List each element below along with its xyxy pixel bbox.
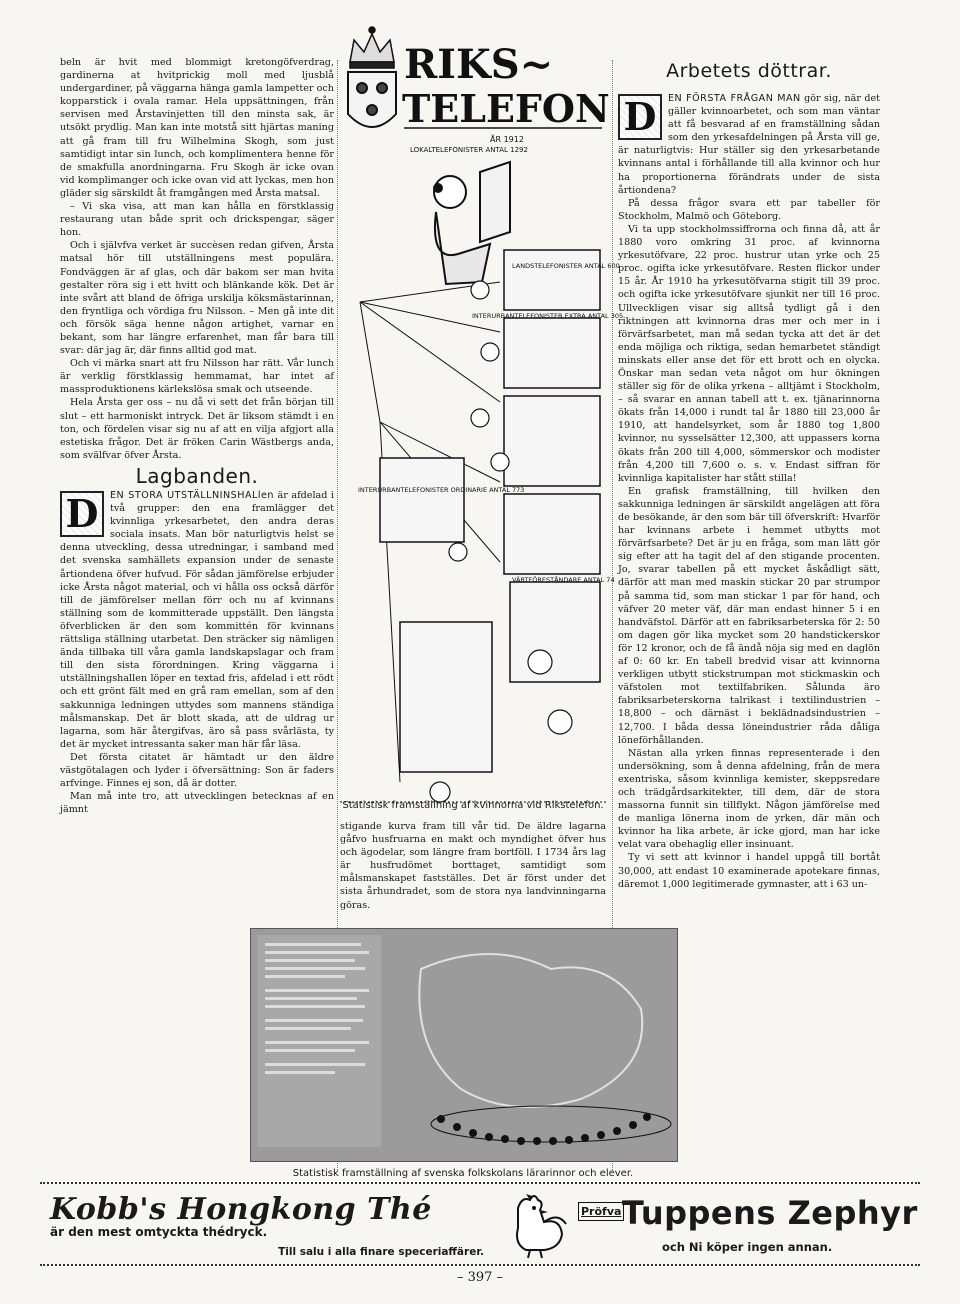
paragraph: är afdelad i två grupper: den ena framlägger det kvinnliga yrkesarbetet, den andra deras sociala insats. Man bör naturligtvis helst se denna utveckling, dessa utredningar, i samband med det svenska samhällets expansion under de senaste årtiondena öfver hufvud. För sådan jämförelse erbjuder icke Årsta något material, och vi hålla oss också därför till de jämförelser mellan förr och nu af kvinnans ställning som de kommitterade uppställt. Den längsta öfverblicken är den som kommittén för kvinnans rättsliga ställning utarbetat. Den sträcker sig nämligen ända tillbaka till våra gamla landskapslagar och fram till den sista förordningen. Kring väggarna i utställningshallen löper en textad fris, afdelad i ett rödt och ett grönt fält med en grå ram emellan, som af den sakkunniga ledningen uttydes som mannens ständiga målsmanskap. Det är blott skada, att de uldrag ur lagarna, som här återgifvas, äro så pass svårlästa, ty det är mycket intressanta saker man här får läsa. [60,490,334,750]
paragraph: gör sig, när det gäller kvinnoarbetet, och som man väntar att få besvarad af en framställning sådan som den yrkesafdelningen på Årsta vill ge, är naturligtvis: Hur ställer sig den yrkesarbetande kvinnans antal i förhållande till alla kvinnor och hur ha proportionerna förändrats under de sista årtiondena? [618,93,880,196]
diagram-note: INTERURBANTELEFONISTER EXTRA ANTAL 305 [472,312,624,320]
dropcap-letter: D [62,493,102,535]
lead-text: EN STORA UTSTÄLLNINSHALlen [110,490,275,501]
paragraph: Och vi märka snart att fru Nilsson har rätt. Vår lunch är verklig förstklassig hemmamat, har intet af massproduktionens kärlekslösa smak och utseende. [60,358,334,396]
paragraph: Hela Årsta ger oss – nu då vi sett det från början till slut – ett harmoniskt intryck. Det är liksom stämdt i en ton, och fördelen visar sig nu af att en vilja afgjort alla estetiska frågor. Det är fröken Carin Wästbergs anda, som svälfvar öfver Årsta. [60,397,334,461]
tuppen-try-label: Pröfva [578,1202,624,1221]
diagram-note: INTERURBANTELEFONISTER ORDINARIE ANTAL 773 [358,486,525,494]
section-title-arbetets-dottrar: Arbetets döttrar. [666,60,832,82]
paragraph: Vi ta upp stockholmssiffrorna och finna då, att år 1880 voro omkring 31 proc. af kvinnorna yrkesutöfvare, 22 proc. hustrur utan yrke och 25 proc. ogifta icke yrkesutöfvare. Resten flickor under 15 år. År 1910 ha yrkesutöfvarna stigit till 39 proc. och ogifta icke yrkesutöfvare sjunkit ner till 16 proc. Ullveckligen visar sig alltså tydligt gå i den riktningen att kvinnorna dras mer och mer in i förvärfsarbetet, man må sedan tycka att det är det enda möjliga och riktiga, sedan hemarbetet ständigt minskats eller anse det för ett brott och en olycka. Önskar man sedan veta något om hur ökningen ställer sig för de olika yrkena – alltjämt i Stockholm, – så svarar en annan tabell att t. ex. tjänarinnorna ökats från 14,000 i rundt tal år 1880 till 23,000 år 1910, att handelsyrket, som år 1880 tog 1,800 kvinnor, nu sysselsätter 12,300, att uppassers korna ökats från 200 till 4,000, sömmerskor och modister från 4,200 till 7,600 o. s. v. Endast siffran för kvinnliga kapitalister har stått stilla! [618,223,880,484]
rikstelefon-diagram [340,22,624,816]
paragraph: Och i självfva verket är succèsen redan gifven, Årsta matsal hör till utställningens mest populära. Fondväggen är af glas, och där bakom ser man hvita gestalter röra sig i ett hvitt och blänkande kök. Det är inte svårt att bland de öfriga urskilja köksmästarinnan, den fryntliga och vördiga fru Nilsson. – Men gå inte dit och försök säga henne någon artighet, varnar en bekant, som har längre erfarenhet, man får bara till svar: där jag är, där finns alltid god mat. [60,240,334,357]
section-title-lagbanden: Lagbanden. [135,463,259,488]
paragraph: – Vi ska visa, att man kan hålla en förstklassig restaurang utan både sprit och drickspengar, säger hon. [60,201,334,239]
diagram-note: LANDSTELEFONISTER ANTAL 600 [512,262,620,270]
sweden-map-illustration [251,929,677,1161]
paragraph: Nästan alla yrken finnas representerade i den undersökning, som å denna afdelning, från de mera exentriska, såsom kvinnliga kemister, skeppsredare och trädgårdsarkitekter, till dem, där de stora massorna funnit sin tillflykt. Någon jämförelse med de manliga lönerna inom de yrken, där män och kvinnor ha lika arbete, är icke gjord, man har icke velat vara obehaglig eller insinuant. [618,747,880,851]
page-number: – 397 – [456,1270,504,1285]
paragraph: stigande kurva fram till vår tid. De äldre lagarna gåfvo husfruarna en makt och myndighet öfver hus och ägodelar, som längre fram bortföll. I 1734 års lag är husfrudömet borttaget, samtidigt som målsmanskapet fastställes. Det är först under det sista århundradet, som de stora nya landvinningarna göras. [340,821,606,911]
kobb-sale-note: Till salu i alla finare speceriaffärer. [278,1246,484,1258]
paragraph: beln är hvit med blommigt kretongöfverdrag, gardinerna at hvitprickig moll med ljusblå undergardiner, på väggarna hänga gamla lampetter och kopparstick i ovala ramar. Hela uppsättningen, från servisen med Årstavinjetten till den minsta sak, är utsökt prydlig. Man kan inte motstå sitt hjärtas maning att gå fram till fru Wilhelmina Skogh, som just samtidigt intar sin lunch, och komplimentera henne för de smakfulla anordningarna. Fru Skogh är icke ovan vid komplimanger och icke ovan vid att lyckas, men hon gläder sig särskildt åt framgången med Årsta matsal. [60,57,334,199]
diagram-year: ÅR 1912 [490,135,524,144]
paragraph: Det första citatet är hämtadt ur den äldre västgötalagen och lyder i öfversättning: Son är faders arfvinge. Finnes ej son, då är dotter. [60,751,334,790]
map-photograph [250,928,678,1162]
paragraph: Ty vi sett att kvinnor i handel uppgå till bortåt 30,000, att endast 10 examinerade apotekare finnas, däremot 1,000 legitimerade gymnaster, att i 63 un- [618,852,880,890]
dropcap-ornament [618,94,662,140]
diagram-note: VÄRTFÖRESTÅNDARE ANTAL 74 [512,576,615,584]
telephone-operator-figure [434,162,510,284]
coat-of-arms-icon [348,72,396,127]
operator-panel [380,250,600,772]
paragraph: På dessa frågor svara ett par tabeller för Stockholm, Malmö och Göteborg. [618,197,880,222]
crown-icon [350,27,394,68]
dropcap-letter: D [620,96,660,138]
right-column [618,92,880,1182]
kobb-brand: Kobb's Hongkong Thé [50,1192,432,1227]
paragraph: Man må inte tro, att utvecklingen betecknas af en jämnt [60,791,334,816]
map-caption: Statistisk framställning af svenska folkskolans lärarinnor och elever. [292,1168,634,1179]
middle-column-body [340,818,606,926]
diagram-note: LOKALTELEFONISTER ANTAL 1292 [410,146,528,154]
kobb-tagline: är den mest omtyckta thédryck. [50,1225,268,1239]
diagram-title-2: TELEFON [402,86,610,131]
kobb-advertisement [50,1192,490,1258]
paragraph: En grafisk framställning, till hvilken den sakkunniga ledningen är särskildt angelägen att föra de besökande, är den som bär till öfverskrift: Hvarför har kvinnans arbete i hemmet utbytts mot förvärfsarbete? Det är ju en fråga, som man lätt gör sig efter att ha tagit del af den stigande procenten. Jo, svarar tabellen på ett mycket åskådligt sätt, därför att man med maskin stickar 20 par strumpor på samma tid, som man stickar 1 par för hand, och väfver 20 meter väf, där man endast hinner 5 i en handväfstol. Därför att en fabriksarbeterska för 2: 50 om dagen gör lika mycket som 20 handstickerskor för 12 kronor, och de få ändå nöja sig med en daglön af 0: 60 kr. En tabell bredvid visar att kvinnorna verkligen utbytt stickstrumpan mot stickmaskin och väfstolen mot textilfabriken. Sålunda äro fabriksarbeterskorna talrikast i textilindustrien – 18,800 – och därnäst i beklädnadsindustrien – 12,700. I båda dessa löneindustrier råda dåliga löneförhållanden. [618,485,880,746]
lead-text: EN FÖRSTA FRÅGAN MAN [668,93,801,104]
diagram-illustration [340,22,624,812]
rooster-icon [500,1188,570,1260]
diagram-title-1: RIKS~ [404,41,554,88]
tuppen-tagline: och Ni köper ingen annan. [662,1240,833,1254]
tuppen-brand: Tuppens Zephyr [622,1194,918,1232]
dropcap-ornament [60,491,104,537]
tuppen-advertisement [500,1188,920,1260]
advertisement-bar [40,1182,920,1266]
diagram-caption: Statistisk framställning af kvinnorna vid Rikstelefon. [342,800,604,811]
